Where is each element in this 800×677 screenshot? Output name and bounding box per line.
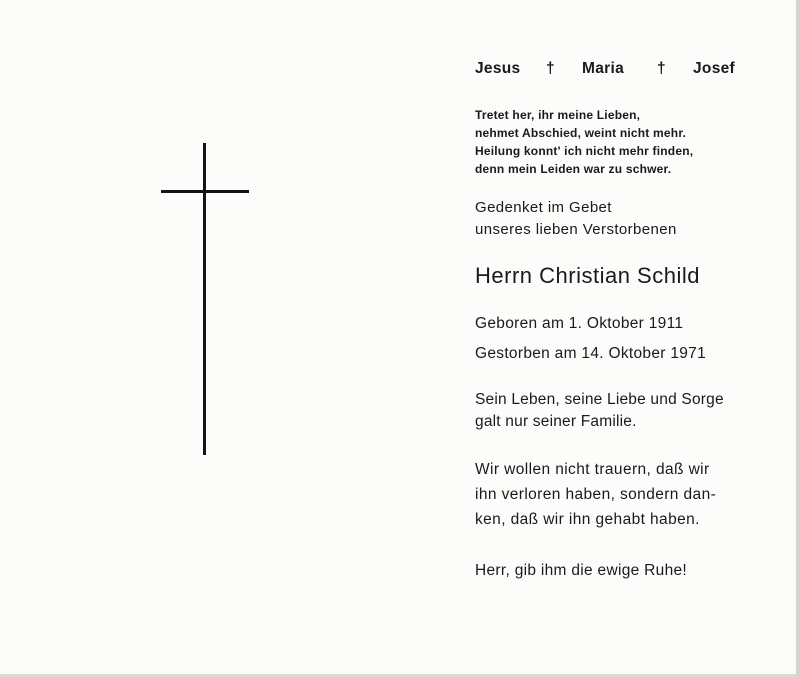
farewell-verse	[475, 106, 693, 178]
verse-line: Tretet her, ihr meine Lieben,	[475, 108, 641, 122]
verse-line: nehmet Abschied, weint nicht mehr.	[475, 126, 687, 140]
consolation-line: ken, daß wir ihn gehabt haben.	[475, 511, 700, 528]
tribute-paragraph	[475, 389, 724, 433]
verse-line: Heilung konnt' ich nicht mehr finden,	[475, 144, 694, 158]
dagger-icon: †	[657, 60, 666, 77]
consolation-paragraph	[475, 457, 716, 532]
tribute-line: galt nur seiner Familie.	[475, 413, 637, 430]
verse-line: denn mein Leiden war zu schwer.	[475, 162, 672, 176]
life-dates	[475, 313, 706, 373]
remembrance-text	[475, 197, 677, 241]
deceased-name: Herrn Christian Schild	[475, 263, 700, 288]
birth-date: Geboren am 1. Oktober 1911	[475, 315, 684, 332]
holy-family-header	[475, 60, 737, 82]
death-date: Gestorben am 14. Oktober 1971	[475, 345, 706, 362]
consolation-line: ihn verloren haben, sondern dan-	[475, 486, 717, 503]
header-maria: Maria	[582, 60, 624, 77]
cross-horizontal-bar	[161, 190, 249, 193]
header-jesus: Jesus	[475, 60, 521, 77]
closing-prayer: Herr, gib ihm die ewige Ruhe!	[475, 562, 688, 579]
consolation-line: Wir wollen nicht trauern, daß wir	[475, 461, 710, 478]
remembrance-line: Gedenket im Gebet	[475, 199, 612, 216]
dagger-icon: †	[546, 60, 555, 77]
tribute-line: Sein Leben, seine Liebe und Sorge	[475, 391, 724, 408]
remembrance-line: unseres lieben Verstorbenen	[475, 221, 677, 238]
header-josef: Josef	[693, 60, 735, 77]
